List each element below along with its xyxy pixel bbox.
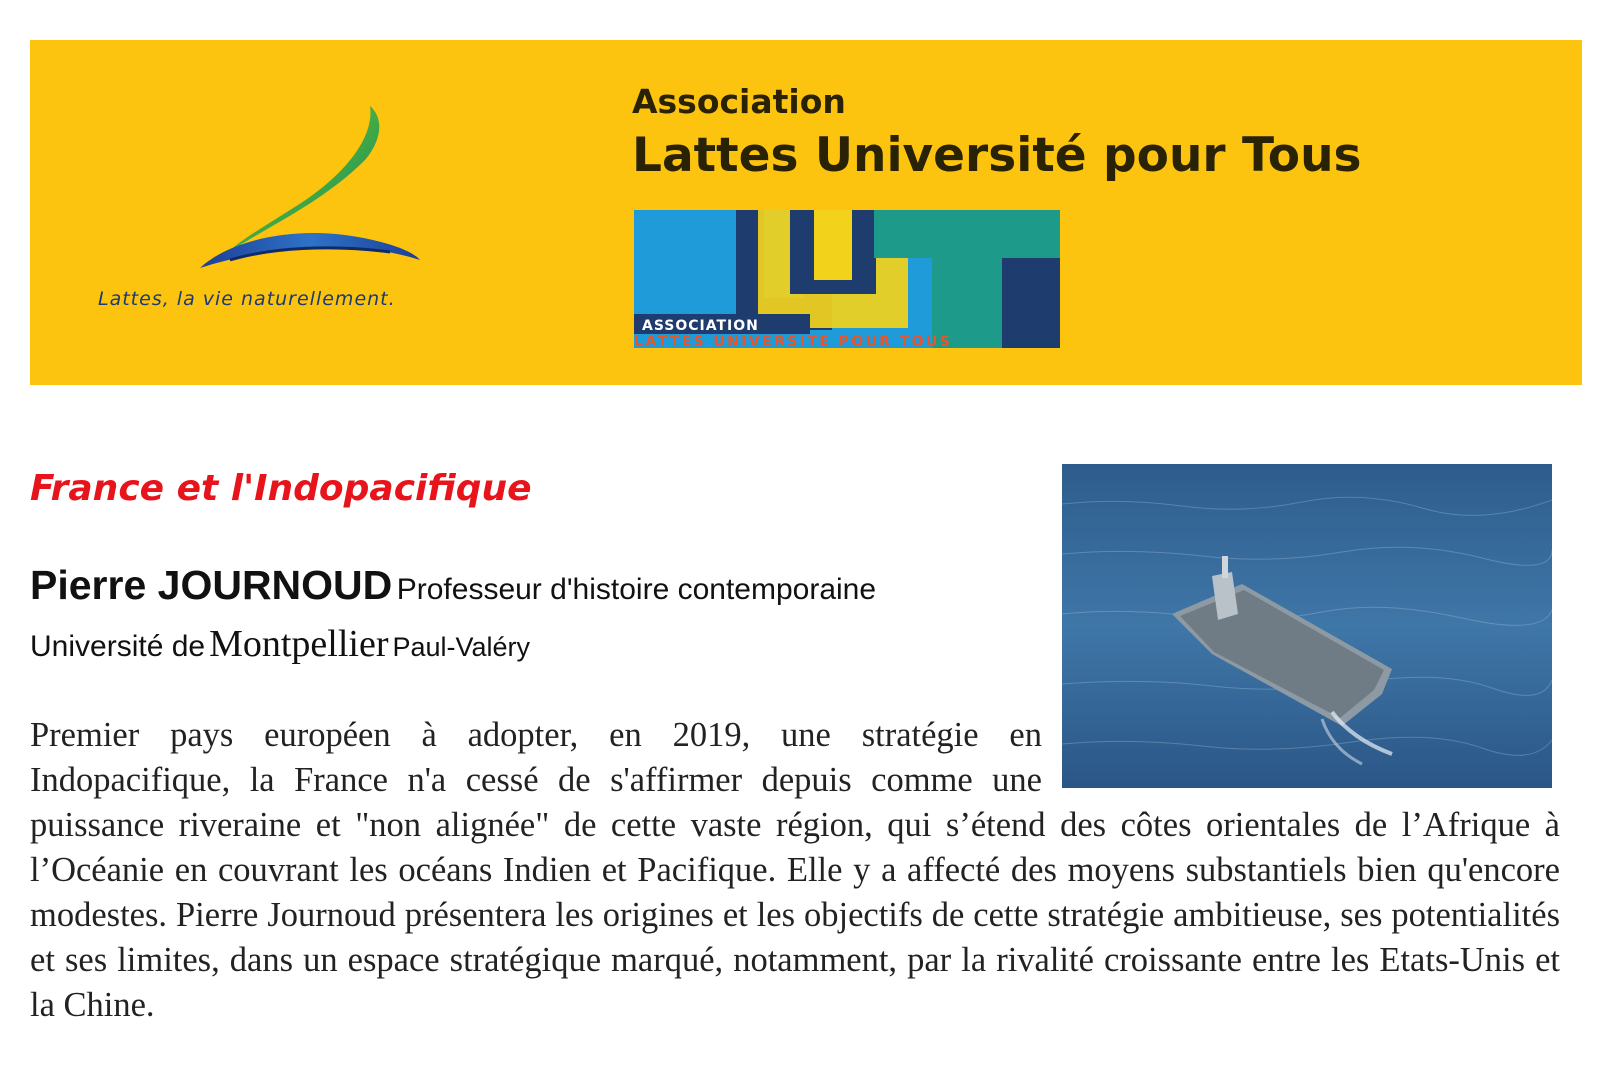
speaker-line <box>30 562 876 609</box>
association-name: Lattes Université pour Tous <box>632 128 1362 183</box>
talk-abstract <box>30 713 1560 1028</box>
talk-title: France et l'Indopacifique <box>30 468 532 509</box>
header-banner <box>30 40 1582 385</box>
speaker-name: Pierre JOURNOUD <box>30 562 393 608</box>
lut-subtitle: LATTES UNIVERSITE POUR TOUS <box>634 334 953 350</box>
affiliation-line <box>30 622 530 666</box>
speaker-role: Professeur d'histoire contemporaine <box>396 573 877 606</box>
lut-badge-text: ASSOCIATION <box>642 318 759 334</box>
lattes-slogan: Lattes, la vie naturellement. <box>98 288 396 310</box>
affiliation-university: Université de <box>30 630 206 663</box>
abstract-text: Premier pays européen à adopter, en 2019, une stratégie en Indopacifique, la France n'a cessé de s'affirmer depuis comme une puissance riveraine et "non alignée" de cette vaste région, qui s’étend des côtes orientales de l’Afrique à l’Océanie en couvrant les océans Indien et Pacifique. Elle y a affecté des moyens substantiels bien qu'encore modestes. Pierre Journoud présentera les origines et les objectifs de cette stratégie ambitieuse, ses potentialités et ses limites, dans un espace stratégique marqué, notamment, par la rivalité croissante entre les Etats-Unis et la Chine. <box>30 716 1560 1024</box>
affiliation-city: Montpellier <box>209 623 389 665</box>
affiliation-campus: Paul-Valéry <box>392 632 531 662</box>
lattes-city-logo <box>170 100 430 275</box>
association-label: Association <box>632 82 846 121</box>
